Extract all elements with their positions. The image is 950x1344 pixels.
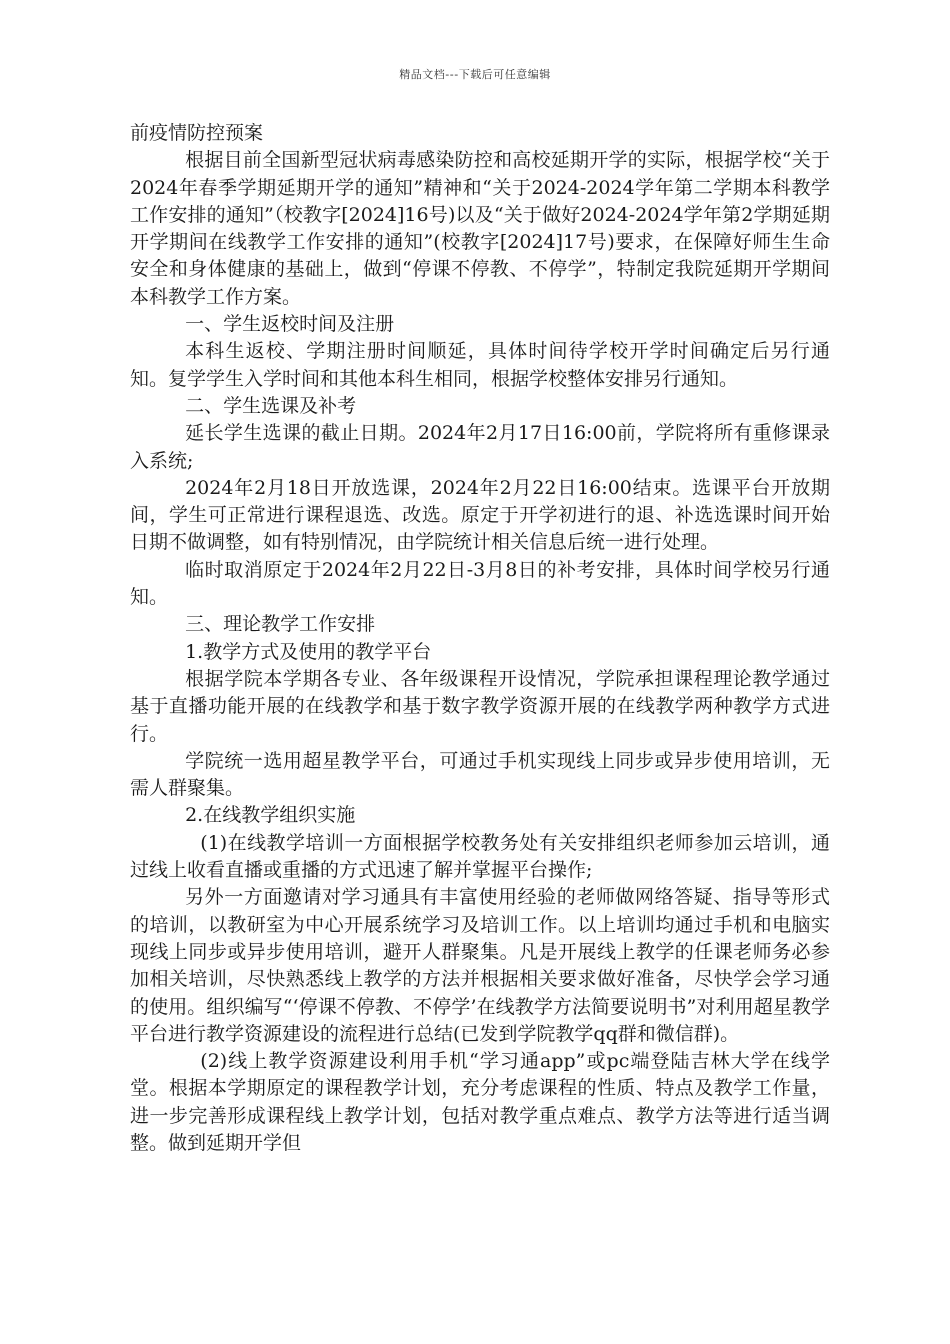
body-paragraph: 临时取消原定于2024年2月22日-3月8日的补考安排，具体时间学校另行通知。	[130, 558, 830, 609]
section-heading: 三、理论教学工作安排	[185, 613, 376, 636]
body-paragraph: (2)线上教学资源建设利用手机“学习通app”或pc端登陆吉林大学在线学堂。根据本学期原定的课程教学计划，充分考虑课程的性质、特点及教学工作量，进一步完善形成课程线上教学计划，包括对教学重点难点、教学方法等进行适当调整。做到延期开学但	[130, 1050, 830, 1154]
subsection-heading: 2.在线教学组织实施	[185, 804, 356, 827]
body-paragraph: 延长学生选课的截止日期。2024年2月17日16:00前，学院将所有重修课录入系统;	[130, 422, 830, 472]
body-paragraph: 另外一方面邀请对学习通具有丰富使用经验的老师做网络答疑、指导等形式的培训，以教研室为中心开展系统学习及培训工作。以上培训均通过手机和电脑实现线上同步或异步使用培训，避开人群聚集。凡是开展线上教学的任课老师务必参加相关培训，尽快熟悉线上教学的方法并根据相关要求做好准备，尽快学会学习通的使用。组织编写“‘停课不停教、不停学’在线教学方法简要说明书”对利用超星教学平台进行教学资源建设的流程进行总结(已发到学院教学qq群和微信群)。	[130, 886, 830, 1045]
section-heading: 二、学生选课及补考	[185, 394, 357, 417]
body-paragraph: 本科生返校、学期注册时间顺延，具体时间待学校开学时间确定后另行通知。复学学生入学时间和其他本科生相同，根据学校整体安排另行通知。	[130, 340, 830, 390]
body-paragraph: 根据学院本学期各专业、各年级课程开设情况，学院承担课程理论教学通过基于直播功能开展的在线教学和基于数字教学资源开展的在线教学两种教学方式进行。	[130, 667, 830, 745]
subsection-heading: 1.教学方式及使用的教学平台	[185, 640, 432, 663]
document-body	[130, 120, 830, 1157]
intro-paragraph: 根据目前全国新型冠状病毒感染防控和高校延期开学的实际，根据学校“关于2024年春季学期延期开学的通知”精神和“关于2024-2024学年第二学期本科教学工作安排的通知”（校教字[2024]16号)以及“关于做好2024-2024学年第2学期延期开学期间在线教学工作安排的通知”(校教字[2024]17号)要求，在保障好师生生命安全和身体健康的基础上，做到“停课不停教、不停学”，特制定我院延期开学期间本科教学工作方案。	[130, 149, 830, 308]
section-heading: 一、学生返校时间及注册	[185, 313, 395, 336]
body-paragraph: (1)在线教学培训一方面根据学校教务处有关安排组织老师参加云培训，通过线上收看直播或重播的方式迅速了解并掌握平台操作;	[130, 831, 830, 882]
document-title: 前疫情防控预案	[130, 122, 264, 144]
body-paragraph: 2024年2月18日开放选课，2024年2月22日16:00结束。选课平台开放期间，学生可正常进行课程退选、改选。原定于开学初进行的退、补选选课时间开始日期不做调整，如有特别情况，由学院统计相关信息后统一进行处理。	[130, 476, 830, 554]
body-paragraph: 学院统一选用超星教学平台，可通过手机实现线上同步或异步使用培训，无需人群聚集。	[130, 749, 830, 800]
page-header: 精品文档---下载后可任意编辑	[399, 68, 551, 81]
